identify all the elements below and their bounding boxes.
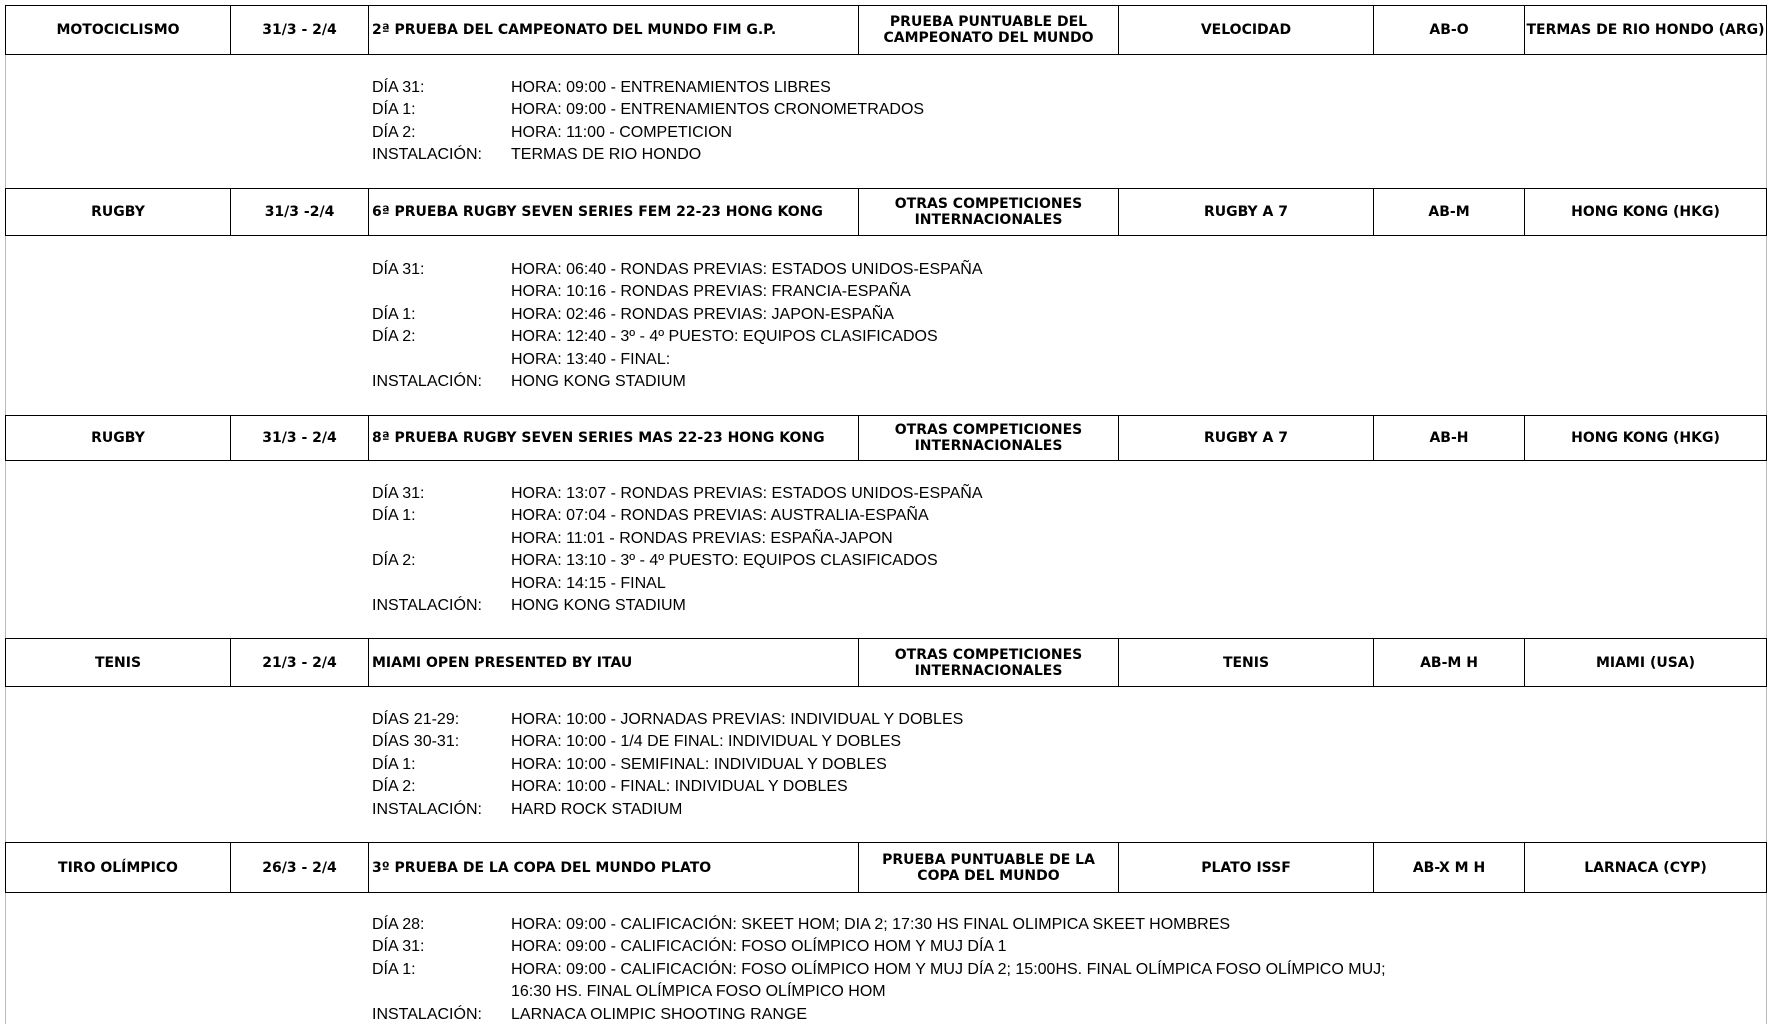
discipline-cell: RUGBY A 7: [1118, 189, 1373, 235]
competition-type-cell: OTRAS COMPETICIONES INTERNACIONALES: [858, 189, 1118, 235]
schedule-entry: HORA: 06:40 - RONDAS PREVIAS: ESTADOS UNIDOS-ESPAÑA: [511, 261, 983, 278]
event-schedule-details: [5, 236, 1767, 415]
schedule-day-label: DÍA 28:: [372, 916, 425, 933]
schedule-day-label: DÍA 31:: [372, 938, 425, 956]
schedule-day-label: DÍA 2:: [372, 328, 416, 346]
schedule-entry: HORA: 10:00 - 1/4 DE FINAL: INDIVIDUAL Y DOBLES: [511, 733, 902, 751]
schedule-day-label: DÍAS 30-31:: [372, 733, 460, 751]
category-cell: AB-O: [1373, 6, 1524, 54]
event-title-cell: 8ª PRUEBA RUGBY SEVEN SERIES MAS 22-23 HONG KONG: [368, 416, 858, 460]
schedule-entry: HONG KONG STADIUM: [511, 372, 686, 390]
schedule-day-label: DÍA 1:: [372, 101, 416, 119]
schedule-entry: HORA: 07:04 - RONDAS PREVIAS: AUSTRALIA-ESPAÑA: [511, 507, 929, 525]
schedule-day-label: DÍA 31:: [372, 261, 425, 278]
event-header-row: [5, 638, 1767, 687]
event-schedule-details: [5, 687, 1767, 842]
schedule-entry: HORA: 13:40 - FINAL:: [511, 350, 671, 368]
category-cell: AB-M H: [1373, 639, 1524, 686]
schedule-entry: HORA: 09:00 - CALIFICACIÓN: FOSO OLÍMPICO HOM Y MUJ DÍA 1: [511, 938, 1007, 956]
category-cell: AB-H: [1373, 416, 1524, 460]
event-title-cell: 3º PRUEBA DE LA COPA DEL MUNDO PLATO: [368, 843, 858, 892]
sport-cell: TENIS: [94, 654, 142, 671]
discipline-cell: RUGBY A 7: [1118, 416, 1373, 460]
event-header-row: [5, 415, 1767, 461]
schedule-day-label: INSTALACIÓN:: [372, 146, 482, 164]
schedule-entry: HORA: 10:00 - SEMIFINAL: INDIVIDUAL Y DOBLES: [511, 755, 887, 773]
schedule-entry: TERMAS DE RIO HONDO: [511, 146, 702, 164]
sport-cell: MOTOCICLISMO: [56, 22, 180, 38]
schedule-day-label: DÍA 1:: [372, 755, 416, 773]
competition-type-cell: OTRAS COMPETICIONES INTERNACIONALES: [858, 639, 1118, 686]
sport-cell: RUGBY: [91, 430, 145, 446]
schedule-entry: HORA: 13:10 - 3º - 4º PUESTO: EQUIPOS CLASIFICADOS: [511, 552, 938, 570]
event-schedule-details: [5, 461, 1767, 638]
schedule-day-label: DÍA 1:: [372, 960, 416, 978]
location-cell: MIAMI (USA): [1524, 639, 1766, 686]
event-schedule-details: [5, 893, 1767, 1024]
schedule-entry: HORA: 09:00 - CALIFICACIÓN: SKEET HOM; DIA 2; 17:30 HS FINAL OLIMPICA SKEET HOMBRES: [511, 916, 1231, 933]
schedule-entry: HORA: 09:00 - ENTRENAMIENTOS CRONOMETRADOS: [511, 101, 925, 119]
schedule-entry: HORA: 13:07 - RONDAS PREVIAS: ESTADOS UNIDOS-ESPAÑA: [511, 485, 983, 502]
event-title-cell: 2ª PRUEBA DEL CAMPEONATO DEL MUNDO FIM G.P.: [368, 6, 858, 54]
schedule-day-label: INSTALACIÓN:: [372, 1005, 482, 1023]
schedule-day-label: DÍA 31:: [372, 485, 425, 502]
schedule-day-label: DÍAS 21-29:: [372, 711, 460, 728]
discipline-cell: PLATO ISSF: [1118, 843, 1373, 892]
event-header-row: [5, 842, 1767, 893]
schedule-entry: HORA: 12:40 - 3º - 4º PUESTO: EQUIPOS CLASIFICADOS: [511, 328, 938, 346]
schedule-day-label: DÍA 2:: [372, 123, 416, 141]
location-cell: HONG KONG (HKG): [1524, 189, 1766, 235]
event-header-row: [5, 5, 1767, 55]
event-schedule-details: [5, 55, 1767, 188]
schedule-entry: 16:30 HS. FINAL OLÍMPICA FOSO OLÍMPICO HOM: [511, 983, 886, 1001]
schedule-entry: HORA: 14:15 - FINAL: [511, 574, 666, 592]
discipline-cell: VELOCIDAD: [1118, 6, 1373, 54]
discipline-cell: TENIS: [1118, 639, 1373, 686]
schedule-day-label: INSTALACIÓN:: [372, 800, 482, 818]
schedule-entry: HARD ROCK STADIUM: [511, 800, 683, 818]
dates-cell: 21/3 - 2/4: [230, 639, 368, 686]
schedule-day-label: DÍA 2:: [372, 778, 416, 796]
schedule-entry: HORA: 09:00 - CALIFICACIÓN: FOSO OLÍMPICO HOM Y MUJ DÍA 2; 15:00HS. FINAL OLÍMPICA FOSO OLÍMPICO MUJ;: [511, 960, 1386, 978]
location-cell: TERMAS DE RIO HONDO (ARG): [1524, 6, 1766, 54]
schedule-day-label: DÍA 2:: [372, 552, 416, 570]
category-cell: AB-X M H: [1373, 843, 1524, 892]
schedule-entry: LARNACA OLIMPIC SHOOTING RANGE: [511, 1005, 808, 1023]
schedule-entry: HORA: 02:46 - RONDAS PREVIAS: JAPON-ESPAÑA: [511, 305, 894, 323]
schedule-day-label: DÍA 31:: [372, 79, 425, 96]
schedule-entry: HONG KONG STADIUM: [511, 596, 686, 614]
category-cell: AB-M: [1373, 189, 1524, 235]
schedule-entry: HORA: 11:01 - RONDAS PREVIAS: ESPAÑA-JAPON: [511, 529, 893, 547]
schedule-day-label: INSTALACIÓN:: [372, 596, 482, 614]
competition-type-cell: PRUEBA PUNTUABLE DE LA COPA DEL MUNDO: [858, 843, 1118, 892]
location-cell: LARNACA (CYP): [1524, 843, 1766, 892]
sport-cell: RUGBY: [91, 204, 145, 220]
competition-type-cell: OTRAS COMPETICIONES INTERNACIONALES: [858, 416, 1118, 460]
schedule-entry: HORA: 10:00 - JORNADAS PREVIAS: INDIVIDUAL Y DOBLES: [511, 711, 964, 728]
event-title-cell: 6ª PRUEBA RUGBY SEVEN SERIES FEM 22-23 HONG KONG: [368, 189, 858, 235]
competition-type-cell: PRUEBA PUNTUABLE DEL CAMPEONATO DEL MUNDO: [858, 6, 1118, 54]
dates-cell: 31/3 -2/4: [230, 189, 368, 235]
schedule-entry: HORA: 11:00 - COMPETICION: [511, 123, 733, 141]
event-header-row: [5, 188, 1767, 236]
sport-cell: TIRO OLÍMPICO: [58, 859, 178, 876]
dates-cell: 31/3 - 2/4: [230, 6, 368, 54]
schedule-entry: HORA: 09:00 - ENTRENAMIENTOS LIBRES: [511, 79, 831, 96]
event-title-cell: MIAMI OPEN PRESENTED BY ITAU: [368, 639, 858, 686]
schedule-entry: HORA: 10:00 - FINAL: INDIVIDUAL Y DOBLES: [511, 778, 848, 796]
schedule-day-label: DÍA 1:: [372, 305, 416, 323]
schedule-day-label: DÍA 1:: [372, 507, 416, 525]
schedule-entry: HORA: 10:16 - RONDAS PREVIAS: FRANCIA-ESPAÑA: [511, 283, 911, 301]
dates-cell: 31/3 - 2/4: [230, 416, 368, 460]
dates-cell: 26/3 - 2/4: [230, 843, 368, 892]
location-cell: HONG KONG (HKG): [1524, 416, 1766, 460]
schedule-day-label: INSTALACIÓN:: [372, 372, 482, 390]
